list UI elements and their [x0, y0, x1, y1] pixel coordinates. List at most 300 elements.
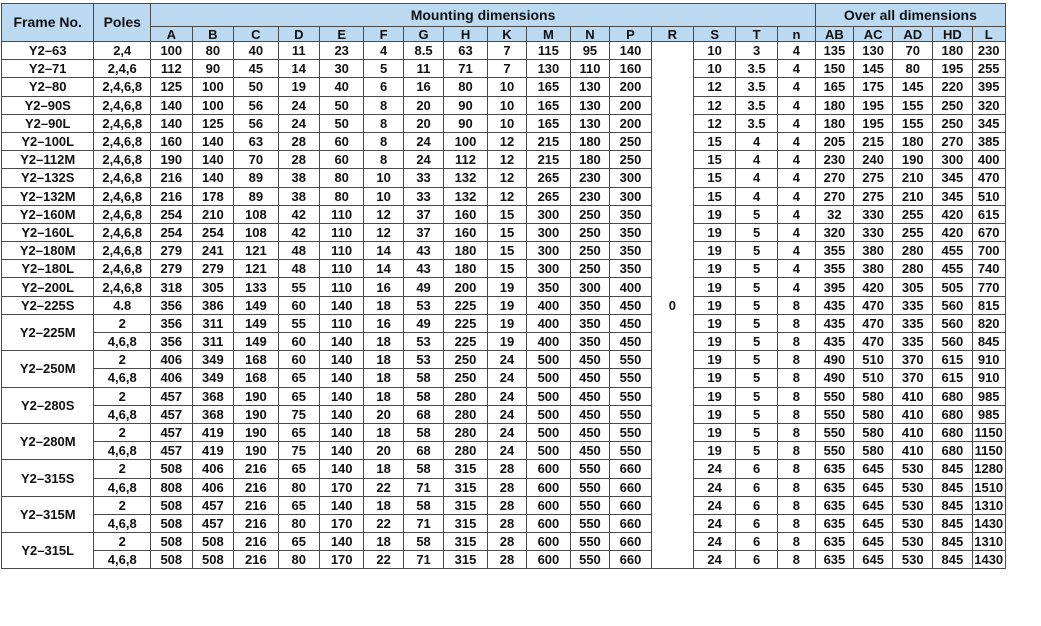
- mounting-cell: 550: [570, 551, 610, 569]
- mounting-cell: 210: [192, 205, 234, 223]
- mounting-cell: 53: [403, 351, 443, 369]
- mounting-cell: 40: [319, 78, 363, 96]
- mounting-cell: 110: [570, 60, 610, 78]
- poles-cell: 4,6,8: [94, 442, 151, 460]
- mounting-cell: 24: [487, 351, 526, 369]
- mounting-cell: 225: [444, 333, 487, 351]
- header-row-columns: [2, 27, 1041, 42]
- overall-cell: 700: [972, 242, 1005, 260]
- mounting-cell: 500: [527, 369, 570, 387]
- mounting-cell: 349: [192, 369, 234, 387]
- overall-cell: 530: [893, 478, 933, 496]
- mounting-cell: 30: [319, 60, 363, 78]
- mounting-cell: 508: [192, 533, 234, 551]
- mounting-cell: 500: [527, 423, 570, 441]
- mounting-cell: 8: [777, 551, 815, 569]
- poles-cell: 2: [94, 351, 151, 369]
- overall-cell: 645: [853, 496, 893, 514]
- overall-cell: 320: [816, 223, 854, 241]
- overall-cell: 255: [972, 60, 1005, 78]
- mounting-cell: 457: [192, 496, 234, 514]
- overall-cell: 410: [893, 387, 933, 405]
- mounting-cell: 60: [278, 296, 319, 314]
- mounting-cell: 356: [151, 333, 193, 351]
- mounting-cell: 4: [777, 78, 815, 96]
- mounting-cell: 24: [693, 551, 735, 569]
- mounting-cell: 230: [570, 169, 610, 187]
- mounting-cell: 406: [192, 460, 234, 478]
- overall-cell: 580: [853, 423, 893, 441]
- table-row: [2, 333, 1041, 351]
- overall-cell: 510: [853, 369, 893, 387]
- overall-cell: 195: [853, 114, 893, 132]
- mounting-cell: 350: [570, 314, 610, 332]
- overall-cell: 820: [972, 314, 1005, 332]
- table-row: [2, 187, 1041, 205]
- mounting-cell: 10: [364, 169, 403, 187]
- mounting-cell: 8: [777, 369, 815, 387]
- frame-cell: Y2–200L: [2, 278, 94, 296]
- mounting-cell: 180: [570, 132, 610, 150]
- mounting-cell: 550: [570, 514, 610, 532]
- mounting-cell: 28: [487, 551, 526, 569]
- table-row: [2, 132, 1041, 150]
- overall-cell: 1310: [972, 533, 1005, 551]
- overall-cell: 395: [972, 78, 1005, 96]
- mounting-cell: 254: [151, 205, 193, 223]
- mounting-cell: 279: [151, 260, 193, 278]
- overall-cell: 180: [816, 114, 854, 132]
- overall-cell: 410: [893, 405, 933, 423]
- mounting-cell: 28: [487, 514, 526, 532]
- mounting-cell: 508: [151, 533, 193, 551]
- mounting-cell: 14: [364, 242, 403, 260]
- mounting-cell: 80: [444, 78, 487, 96]
- mounting-cell: 50: [234, 78, 278, 96]
- overall-cell: 845: [933, 533, 973, 551]
- mounting-cell: 125: [192, 114, 234, 132]
- overall-cell: 135: [816, 42, 854, 60]
- overall-cell: 250: [933, 114, 973, 132]
- mounting-cell: 19: [693, 223, 735, 241]
- overall-cell: 255: [893, 223, 933, 241]
- overall-cell: 130: [853, 42, 893, 60]
- mounting-cell: 349: [192, 351, 234, 369]
- column-header-e: E: [319, 27, 363, 42]
- mounting-cell: 5: [736, 260, 777, 278]
- overall-cell: 165: [816, 78, 854, 96]
- mounting-cell: 90: [444, 114, 487, 132]
- mounting-cell: 19: [693, 205, 735, 223]
- poles-cell: 2,4,6: [94, 60, 151, 78]
- overall-cell: 635: [816, 460, 854, 478]
- mounting-cell: 4: [777, 60, 815, 78]
- mounting-cell: 300: [527, 223, 570, 241]
- overall-cell: 1280: [972, 460, 1005, 478]
- poles-cell: 2: [94, 423, 151, 441]
- mounting-cell: 406: [192, 478, 234, 496]
- mounting-cell: 8: [364, 132, 403, 150]
- mounting-cell: 28: [278, 132, 319, 150]
- mounting-cell: 600: [527, 460, 570, 478]
- mounting-cell: 250: [610, 132, 652, 150]
- overall-cell: 615: [933, 369, 973, 387]
- mounting-cell: 4: [777, 96, 815, 114]
- overall-cell: 635: [816, 514, 854, 532]
- overall-cell: 580: [853, 387, 893, 405]
- mounting-cell: 5: [736, 387, 777, 405]
- mounting-cell: 8: [777, 533, 815, 551]
- mounting-cell: 100: [444, 132, 487, 150]
- overall-cell: 1510: [972, 478, 1005, 496]
- mounting-cell: 20: [364, 442, 403, 460]
- mounting-cell: 63: [444, 42, 487, 60]
- poles-cell: 2: [94, 496, 151, 514]
- mounting-cell: 4: [777, 114, 815, 132]
- mounting-cell: 10: [364, 187, 403, 205]
- mounting-cell: 4: [777, 205, 815, 223]
- table-row: [2, 205, 1041, 223]
- mounting-cell: 65: [278, 423, 319, 441]
- overall-cell: 230: [816, 151, 854, 169]
- column-header-ad: AD: [893, 27, 933, 42]
- mounting-cell: 4: [736, 187, 777, 205]
- mounting-cell: 4: [777, 169, 815, 187]
- mounting-cell: 450: [610, 314, 652, 332]
- mounting-cell: 110: [319, 242, 363, 260]
- mounting-cell: 130: [527, 60, 570, 78]
- mounting-cell: 170: [319, 514, 363, 532]
- frame-cell: Y2–225S: [2, 296, 94, 314]
- mounting-cell: 350: [610, 223, 652, 241]
- mounting-cell: 80: [278, 551, 319, 569]
- mounting-cell: 140: [319, 369, 363, 387]
- poles-cell: 2,4,6,8: [94, 151, 151, 169]
- mounting-cell: 40: [234, 42, 278, 60]
- frame-cell: Y2–180M: [2, 242, 94, 260]
- mounting-cell: 8: [777, 460, 815, 478]
- overall-cell: 645: [853, 551, 893, 569]
- mounting-cell: 121: [234, 242, 278, 260]
- mounting-cell: 178: [192, 187, 234, 205]
- mounting-cell: 24: [487, 423, 526, 441]
- table-row: [2, 260, 1041, 278]
- mounting-cell: 350: [610, 242, 652, 260]
- mounting-cell: 368: [192, 387, 234, 405]
- overall-cell: 510: [972, 187, 1005, 205]
- column-header-k: K: [487, 27, 526, 42]
- mounting-cell: 48: [278, 260, 319, 278]
- mounting-cell: 315: [444, 514, 487, 532]
- mounting-cell: 7: [487, 42, 526, 60]
- mounting-cell: 450: [570, 442, 610, 460]
- dimensions-table-container: [1, 3, 1041, 569]
- mounting-cell: 168: [234, 369, 278, 387]
- mounting-cell: 600: [527, 514, 570, 532]
- mounting-cell: 254: [151, 223, 193, 241]
- overall-cell: 305: [893, 278, 933, 296]
- mounting-cell: 140: [151, 114, 193, 132]
- mounting-cell: 305: [192, 278, 234, 296]
- mounting-cell: 10: [693, 42, 735, 60]
- mounting-cell: 3.5: [736, 78, 777, 96]
- mounting-cell: 140: [319, 533, 363, 551]
- mounting-cell: 190: [234, 405, 278, 423]
- table-body: [2, 42, 1041, 569]
- mounting-cell: 18: [364, 369, 403, 387]
- mounting-cell: 500: [527, 405, 570, 423]
- mounting-cell: 508: [151, 460, 193, 478]
- mounting-cell: 241: [192, 242, 234, 260]
- overall-cell: 410: [893, 423, 933, 441]
- mounting-cell: 19: [693, 387, 735, 405]
- mounting-cell: 8: [777, 314, 815, 332]
- mounting-cell: 20: [403, 114, 443, 132]
- mounting-cell: 15: [693, 169, 735, 187]
- mounting-cell: 280: [444, 387, 487, 405]
- overall-cell: 845: [933, 478, 973, 496]
- table-row: [2, 78, 1041, 96]
- mounting-cell: 58: [403, 423, 443, 441]
- overall-cell: 560: [933, 296, 973, 314]
- mounting-cell: 130: [570, 78, 610, 96]
- overall-cell: 645: [853, 533, 893, 551]
- mounting-cell: 808: [151, 478, 193, 496]
- mounting-cell: 230: [570, 187, 610, 205]
- mounting-cell: 4: [777, 132, 815, 150]
- overall-cell: 560: [933, 314, 973, 332]
- mounting-cell: 50: [319, 114, 363, 132]
- mounting-cell: 7: [487, 60, 526, 78]
- mounting-cell: 24: [278, 96, 319, 114]
- mounting-cell: 311: [192, 314, 234, 332]
- overall-cell: 910: [972, 351, 1005, 369]
- mounting-cell: 24: [693, 514, 735, 532]
- overall-cell: 615: [933, 351, 973, 369]
- mounting-cell: 60: [278, 333, 319, 351]
- frame-cell: Y2–71: [2, 60, 94, 78]
- overall-cell: 615: [972, 205, 1005, 223]
- overall-cell: 345: [972, 114, 1005, 132]
- mounting-cell: 22: [364, 514, 403, 532]
- overall-cell: 380: [853, 260, 893, 278]
- mounting-cell: 3.5: [736, 114, 777, 132]
- mounting-cell: 8: [777, 496, 815, 514]
- overall-cell: 635: [816, 551, 854, 569]
- mounting-cell: 38: [278, 187, 319, 205]
- mounting-cell: 386: [192, 296, 234, 314]
- overall-cell: 320: [972, 96, 1005, 114]
- mounting-cell: 50: [319, 96, 363, 114]
- poles-header: Poles: [94, 4, 151, 42]
- mounting-cell: 5: [736, 242, 777, 260]
- column-header-ab: AB: [816, 27, 854, 42]
- table-row: [2, 60, 1041, 78]
- column-header-m: M: [527, 27, 570, 42]
- overall-cell: 195: [933, 60, 973, 78]
- overall-cell: 580: [853, 405, 893, 423]
- poles-cell: 4,6,8: [94, 514, 151, 532]
- mounting-cell: 24: [278, 114, 319, 132]
- frame-cell: Y2–315S: [2, 460, 94, 496]
- mounting-cell: 5: [736, 296, 777, 314]
- mounting-cell: 19: [278, 78, 319, 96]
- mounting-cell: 400: [527, 333, 570, 351]
- mounting-cell: 16: [403, 78, 443, 96]
- overall-cell: 435: [816, 314, 854, 332]
- mounting-cell: 550: [610, 351, 652, 369]
- mounting-cell: 12: [487, 169, 526, 187]
- mounting-cell: 10: [487, 78, 526, 96]
- mounting-cell: 68: [403, 442, 443, 460]
- table-row: [2, 387, 1041, 405]
- mounting-cell: 400: [527, 296, 570, 314]
- mounting-cell: 149: [234, 314, 278, 332]
- mounting-cell: 110: [319, 223, 363, 241]
- table-row: [2, 296, 1041, 314]
- mounting-cell: 215: [527, 151, 570, 169]
- mounting-cell: 3: [736, 42, 777, 60]
- mounting-cell: 45: [234, 60, 278, 78]
- mounting-cell: 280: [444, 442, 487, 460]
- frame-cell: Y2–80: [2, 78, 94, 96]
- mounting-cell: 65: [278, 369, 319, 387]
- overall-cell: 145: [853, 60, 893, 78]
- mounting-cell: 250: [570, 260, 610, 278]
- mounting-cell: 20: [403, 96, 443, 114]
- mounting-cell: 8: [364, 96, 403, 114]
- poles-cell: 2,4,6,8: [94, 278, 151, 296]
- overall-cell: 280: [893, 242, 933, 260]
- frame-cell: Y2–90S: [2, 96, 94, 114]
- table-row: [2, 442, 1041, 460]
- mounting-cell: 24: [487, 405, 526, 423]
- mounting-cell: 4: [736, 132, 777, 150]
- overall-cell: 195: [853, 96, 893, 114]
- mounting-cell: 18: [364, 496, 403, 514]
- mounting-cell: 24: [487, 387, 526, 405]
- mounting-cell: 60: [319, 132, 363, 150]
- mounting-cell: 37: [403, 223, 443, 241]
- mounting-cell: 89: [234, 169, 278, 187]
- overall-cell: 530: [893, 460, 933, 478]
- frame-cell: Y2–160M: [2, 205, 94, 223]
- overall-cell: 255: [893, 205, 933, 223]
- mounting-cell: 350: [527, 278, 570, 296]
- mounting-cell: 140: [319, 460, 363, 478]
- overall-cell: 155: [893, 114, 933, 132]
- mounting-cell: 508: [192, 551, 234, 569]
- mounting-cell: 250: [570, 205, 610, 223]
- overall-cell: 490: [816, 369, 854, 387]
- poles-cell: 2,4,6,8: [94, 205, 151, 223]
- overall-cell: 815: [972, 296, 1005, 314]
- mounting-cell: 406: [151, 369, 193, 387]
- table-row: [2, 151, 1041, 169]
- mounting-cell: 300: [570, 278, 610, 296]
- mounting-cell: 19: [487, 333, 526, 351]
- frame-cell: Y2–315M: [2, 496, 94, 532]
- column-header-f: F: [364, 27, 403, 42]
- r-value-cell: 0: [651, 42, 693, 569]
- mounting-cell: 5: [364, 60, 403, 78]
- mounting-cell: 18: [364, 423, 403, 441]
- mounting-cell: 12: [487, 151, 526, 169]
- overall-cell: 155: [893, 96, 933, 114]
- mounting-cell: 18: [364, 387, 403, 405]
- mounting-cell: 5: [736, 223, 777, 241]
- overall-cell: 250: [933, 96, 973, 114]
- mounting-cell: 450: [570, 369, 610, 387]
- mounting-cell: 132: [444, 169, 487, 187]
- overall-cell: 240: [853, 151, 893, 169]
- poles-cell: 4,6,8: [94, 551, 151, 569]
- mounting-cell: 19: [693, 423, 735, 441]
- mounting-cell: 19: [487, 314, 526, 332]
- mounting-cell: 140: [319, 296, 363, 314]
- overall-dimensions-header: Over all dimensions: [816, 4, 1006, 27]
- mounting-cell: 49: [403, 314, 443, 332]
- mounting-cell: 130: [570, 114, 610, 132]
- column-header-b: B: [192, 27, 234, 42]
- overall-cell: 395: [816, 278, 854, 296]
- mounting-cell: 4: [736, 151, 777, 169]
- mounting-cell: 58: [403, 387, 443, 405]
- mounting-cell: 4: [777, 42, 815, 60]
- mounting-cell: 356: [151, 314, 193, 332]
- frame-cell: Y2–63: [2, 42, 94, 60]
- mounting-cell: 160: [610, 60, 652, 78]
- overall-cell: 175: [853, 78, 893, 96]
- mounting-cell: 250: [444, 369, 487, 387]
- poles-cell: 2: [94, 314, 151, 332]
- mounting-cell: 450: [570, 405, 610, 423]
- mounting-cell: 65: [278, 533, 319, 551]
- overall-cell: 345: [933, 187, 973, 205]
- mounting-cell: 12: [364, 223, 403, 241]
- frame-cell: Y2–280M: [2, 423, 94, 459]
- mounting-cell: 550: [570, 460, 610, 478]
- mounting-cell: 4: [777, 223, 815, 241]
- frame-cell: Y2–132S: [2, 169, 94, 187]
- mounting-cell: 5: [736, 423, 777, 441]
- mounting-cell: 508: [151, 514, 193, 532]
- mounting-cell: 457: [151, 405, 193, 423]
- mounting-cell: 28: [487, 460, 526, 478]
- column-header-h: H: [444, 27, 487, 42]
- overall-cell: 985: [972, 405, 1005, 423]
- overall-cell: 70: [893, 42, 933, 60]
- table-row: [2, 314, 1041, 332]
- table-row: [2, 96, 1041, 114]
- mounting-cell: 133: [234, 278, 278, 296]
- overall-cell: 740: [972, 260, 1005, 278]
- mounting-cell: 8: [777, 442, 815, 460]
- mounting-cell: 110: [319, 260, 363, 278]
- mounting-cell: 132: [444, 187, 487, 205]
- mounting-cell: 140: [192, 151, 234, 169]
- overall-cell: 300: [933, 151, 973, 169]
- mounting-cell: 4: [777, 278, 815, 296]
- overall-cell: 210: [893, 187, 933, 205]
- overall-cell: 370: [893, 351, 933, 369]
- column-header-a: A: [151, 27, 193, 42]
- mounting-cell: 660: [610, 478, 652, 496]
- overall-cell: 335: [893, 296, 933, 314]
- mounting-cell: 190: [234, 442, 278, 460]
- mounting-cell: 115: [527, 42, 570, 60]
- mounting-cell: 315: [444, 460, 487, 478]
